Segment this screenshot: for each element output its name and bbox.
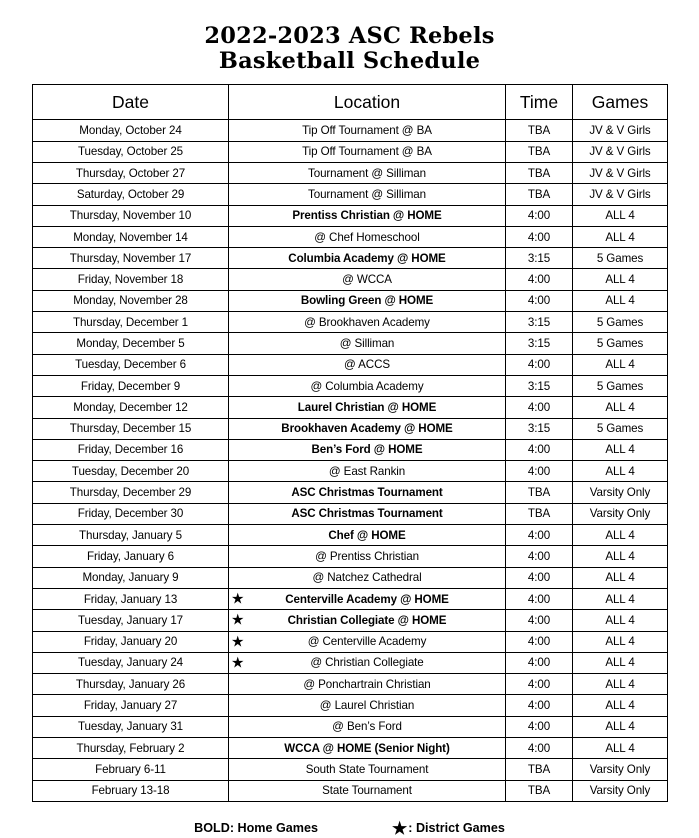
- star-icon: ★: [231, 633, 245, 651]
- cell-time: 4:00: [506, 525, 573, 546]
- cell-location: [229, 503, 506, 524]
- location-text: Brookhaven Academy @ HOME: [281, 422, 453, 436]
- cell-games: JV & V Girls: [573, 184, 668, 205]
- location-text: Columbia Academy @ HOME: [288, 251, 446, 265]
- cell-date: Monday, December 5: [33, 333, 229, 354]
- location-text: Centerville Academy @ HOME: [285, 592, 449, 606]
- cell-time: TBA: [506, 780, 573, 801]
- cell-date: Friday, January 20: [33, 631, 229, 652]
- table-row: [33, 759, 668, 780]
- cell-date: February 13-18: [33, 780, 229, 801]
- cell-location: [229, 397, 506, 418]
- location-text: Prentiss Christian @ HOME: [292, 209, 442, 223]
- table-body: [33, 120, 668, 802]
- cell-time: 3:15: [506, 312, 573, 333]
- location-text: @ Ben’s Ford: [332, 720, 402, 734]
- cell-location: [229, 631, 506, 652]
- location-text: ASC Christmas Tournament: [291, 486, 443, 500]
- legend-district: [392, 820, 505, 837]
- table-row: [33, 588, 668, 609]
- location-text: Tip Off Tournament @ BA: [302, 124, 432, 138]
- table-row: [33, 439, 668, 460]
- legend: [0, 820, 699, 837]
- table-row: [33, 482, 668, 503]
- cell-time: 4:00: [506, 205, 573, 226]
- table-row: [33, 780, 668, 801]
- cell-time: TBA: [506, 141, 573, 162]
- cell-games: 5 Games: [573, 248, 668, 269]
- location-text: @ Centerville Academy: [307, 635, 427, 649]
- cell-games: ALL 4: [573, 716, 668, 737]
- location-text: @ Columbia Academy: [310, 379, 424, 393]
- cell-date: Tuesday, October 25: [33, 141, 229, 162]
- location-text: Laurel Christian @ HOME: [297, 400, 437, 414]
- cell-games: ALL 4: [573, 652, 668, 673]
- cell-location: [229, 652, 506, 673]
- cell-games: ALL 4: [573, 674, 668, 695]
- column-header-games: Games: [573, 85, 668, 120]
- cell-games: Varsity Only: [573, 759, 668, 780]
- location-text: @ Laurel Christian: [319, 699, 415, 713]
- cell-games: 5 Games: [573, 333, 668, 354]
- cell-location: [229, 162, 506, 183]
- cell-date: Thursday, December 15: [33, 418, 229, 439]
- cell-location: [229, 461, 506, 482]
- cell-time: 4:00: [506, 354, 573, 375]
- cell-games: ALL 4: [573, 226, 668, 247]
- location-text: Tournament @ Silliman: [308, 166, 426, 180]
- cell-games: 5 Games: [573, 312, 668, 333]
- cell-date: Saturday, October 29: [33, 184, 229, 205]
- cell-games: Varsity Only: [573, 780, 668, 801]
- cell-time: 4:00: [506, 397, 573, 418]
- cell-date: Thursday, November 17: [33, 248, 229, 269]
- table-row: [33, 248, 668, 269]
- location-text: Tournament @ Silliman: [308, 187, 426, 201]
- table-row: [33, 567, 668, 588]
- cell-time: TBA: [506, 759, 573, 780]
- cell-date: February 6-11: [33, 759, 229, 780]
- table-row: [33, 674, 668, 695]
- table-row: [33, 652, 668, 673]
- cell-date: Tuesday, January 31: [33, 716, 229, 737]
- page-title: [0, 0, 699, 74]
- table-row: [33, 461, 668, 482]
- cell-location: [229, 248, 506, 269]
- cell-location: [229, 205, 506, 226]
- cell-games: ALL 4: [573, 546, 668, 567]
- cell-games: ALL 4: [573, 290, 668, 311]
- cell-location: [229, 737, 506, 758]
- cell-location: [229, 525, 506, 546]
- table-row: [33, 525, 668, 546]
- cell-date: Tuesday, January 17: [33, 610, 229, 631]
- cell-games: JV & V Girls: [573, 162, 668, 183]
- star-icon: ★: [231, 611, 245, 629]
- cell-time: 3:15: [506, 418, 573, 439]
- location-text: @ WCCA: [342, 273, 392, 287]
- cell-time: 3:15: [506, 248, 573, 269]
- cell-time: TBA: [506, 120, 573, 141]
- location-text: @ Silliman: [339, 336, 395, 350]
- cell-date: Tuesday, January 24: [33, 652, 229, 673]
- cell-time: 4:00: [506, 631, 573, 652]
- location-text: @ ACCS: [344, 358, 390, 372]
- cell-date: Friday, January 27: [33, 695, 229, 716]
- schedule-table-wrap: [32, 84, 667, 802]
- cell-time: 4:00: [506, 716, 573, 737]
- cell-time: TBA: [506, 162, 573, 183]
- table-row: [33, 269, 668, 290]
- cell-date: Friday, December 30: [33, 503, 229, 524]
- cell-time: 4:00: [506, 290, 573, 311]
- cell-location: [229, 780, 506, 801]
- cell-location: [229, 120, 506, 141]
- table-row: [33, 610, 668, 631]
- cell-games: ALL 4: [573, 461, 668, 482]
- location-text: @ Ponchartrain Christian: [303, 677, 431, 691]
- cell-games: JV & V Girls: [573, 141, 668, 162]
- cell-date: Thursday, October 27: [33, 162, 229, 183]
- cell-location: [229, 226, 506, 247]
- cell-time: TBA: [506, 482, 573, 503]
- table-row: [33, 120, 668, 141]
- cell-date: Thursday, November 10: [33, 205, 229, 226]
- cell-time: 4:00: [506, 461, 573, 482]
- cell-time: 4:00: [506, 588, 573, 609]
- location-text: @ Prentiss Christian: [315, 549, 419, 563]
- cell-location: [229, 759, 506, 780]
- star-icon: ★: [231, 654, 245, 672]
- cell-date: Monday, October 24: [33, 120, 229, 141]
- table-row: [33, 631, 668, 652]
- cell-date: Thursday, December 29: [33, 482, 229, 503]
- cell-time: 4:00: [506, 439, 573, 460]
- cell-date: Monday, November 28: [33, 290, 229, 311]
- cell-games: ALL 4: [573, 439, 668, 460]
- column-header-date: Date: [33, 85, 229, 120]
- column-header-time: Time: [506, 85, 573, 120]
- cell-date: Tuesday, December 20: [33, 461, 229, 482]
- cell-time: 4:00: [506, 610, 573, 631]
- cell-games: JV & V Girls: [573, 120, 668, 141]
- cell-games: Varsity Only: [573, 503, 668, 524]
- table-row: [33, 418, 668, 439]
- cell-games: ALL 4: [573, 354, 668, 375]
- cell-date: Monday, December 12: [33, 397, 229, 418]
- cell-location: [229, 141, 506, 162]
- cell-location: [229, 184, 506, 205]
- table-row: [33, 546, 668, 567]
- cell-time: 4:00: [506, 737, 573, 758]
- legend-district-label: : District Games: [408, 821, 505, 836]
- cell-date: Friday, December 16: [33, 439, 229, 460]
- cell-games: ALL 4: [573, 269, 668, 290]
- location-text: @ Chef Homeschool: [314, 230, 420, 244]
- table-row: [33, 716, 668, 737]
- cell-games: ALL 4: [573, 610, 668, 631]
- column-header-location: Location: [229, 85, 506, 120]
- table-row: [33, 737, 668, 758]
- cell-games: ALL 4: [573, 695, 668, 716]
- cell-games: ALL 4: [573, 588, 668, 609]
- cell-time: 4:00: [506, 226, 573, 247]
- table-row: [33, 205, 668, 226]
- table-row: [33, 226, 668, 247]
- cell-time: 4:00: [506, 652, 573, 673]
- cell-time: 3:15: [506, 375, 573, 396]
- cell-location: [229, 418, 506, 439]
- table-row: [33, 503, 668, 524]
- cell-location: [229, 482, 506, 503]
- title-line-1: 2022-2023 ASC Rebels: [204, 23, 495, 49]
- cell-games: 5 Games: [573, 418, 668, 439]
- cell-date: Thursday, February 2: [33, 737, 229, 758]
- table-row: [33, 375, 668, 396]
- cell-games: ALL 4: [573, 397, 668, 418]
- cell-date: Friday, January 13: [33, 588, 229, 609]
- location-text: @ Christian Collegiate: [310, 656, 424, 670]
- location-text: Bowling Green @ HOME: [300, 294, 434, 308]
- table-row: [33, 141, 668, 162]
- cell-date: Friday, November 18: [33, 269, 229, 290]
- location-text: Chef @ HOME: [328, 528, 406, 542]
- cell-time: 4:00: [506, 674, 573, 695]
- location-text: @ Brookhaven Academy: [304, 315, 430, 329]
- cell-games: ALL 4: [573, 737, 668, 758]
- location-text: State Tournament: [322, 784, 412, 798]
- cell-location: [229, 269, 506, 290]
- cell-games: ALL 4: [573, 631, 668, 652]
- cell-games: ALL 4: [573, 205, 668, 226]
- cell-location: [229, 695, 506, 716]
- cell-date: Friday, December 9: [33, 375, 229, 396]
- cell-time: 4:00: [506, 269, 573, 290]
- cell-time: TBA: [506, 184, 573, 205]
- table-row: [33, 354, 668, 375]
- schedule-table: [32, 84, 668, 802]
- cell-location: [229, 546, 506, 567]
- location-text: Christian Collegiate @ HOME: [287, 613, 447, 627]
- cell-games: ALL 4: [573, 525, 668, 546]
- table-header: [33, 85, 668, 120]
- cell-location: [229, 333, 506, 354]
- cell-location: [229, 674, 506, 695]
- cell-location: [229, 567, 506, 588]
- cell-date: Monday, January 9: [33, 567, 229, 588]
- cell-date: Tuesday, December 6: [33, 354, 229, 375]
- location-text: @ East Rankin: [328, 464, 406, 478]
- cell-games: 5 Games: [573, 375, 668, 396]
- location-text: @ Natchez Cathedral: [312, 571, 422, 585]
- location-text: Tip Off Tournament @ BA: [302, 145, 432, 159]
- cell-time: 4:00: [506, 567, 573, 588]
- table-row: [33, 290, 668, 311]
- table-row: [33, 162, 668, 183]
- cell-time: 4:00: [506, 695, 573, 716]
- table-row: [33, 397, 668, 418]
- location-text: South State Tournament: [305, 762, 429, 776]
- legend-bold: [194, 821, 318, 835]
- cell-location: [229, 312, 506, 333]
- legend-bold-label: BOLD: Home Games: [194, 821, 319, 836]
- cell-date: Friday, January 6: [33, 546, 229, 567]
- table-row: [33, 695, 668, 716]
- cell-time: 4:00: [506, 546, 573, 567]
- star-icon: ★: [231, 590, 245, 608]
- cell-date: Thursday, December 1: [33, 312, 229, 333]
- table-row: [33, 184, 668, 205]
- location-text: ASC Christmas Tournament: [291, 507, 443, 521]
- cell-time: 3:15: [506, 333, 573, 354]
- title-line-2: Basketball Schedule: [218, 48, 481, 75]
- cell-date: Thursday, January 26: [33, 674, 229, 695]
- cell-location: [229, 439, 506, 460]
- cell-games: Varsity Only: [573, 482, 668, 503]
- star-icon: ★: [392, 818, 408, 838]
- cell-location: [229, 375, 506, 396]
- header-row: [33, 85, 668, 120]
- cell-location: [229, 610, 506, 631]
- table-row: [33, 312, 668, 333]
- location-text: Ben’s Ford @ HOME: [311, 443, 423, 457]
- table-row: [33, 333, 668, 354]
- cell-time: TBA: [506, 503, 573, 524]
- cell-location: [229, 354, 506, 375]
- cell-location: [229, 588, 506, 609]
- cell-location: [229, 716, 506, 737]
- cell-date: Monday, November 14: [33, 226, 229, 247]
- cell-games: ALL 4: [573, 567, 668, 588]
- cell-date: Thursday, January 5: [33, 525, 229, 546]
- cell-location: [229, 290, 506, 311]
- location-text: WCCA @ HOME (Senior Night): [284, 741, 450, 755]
